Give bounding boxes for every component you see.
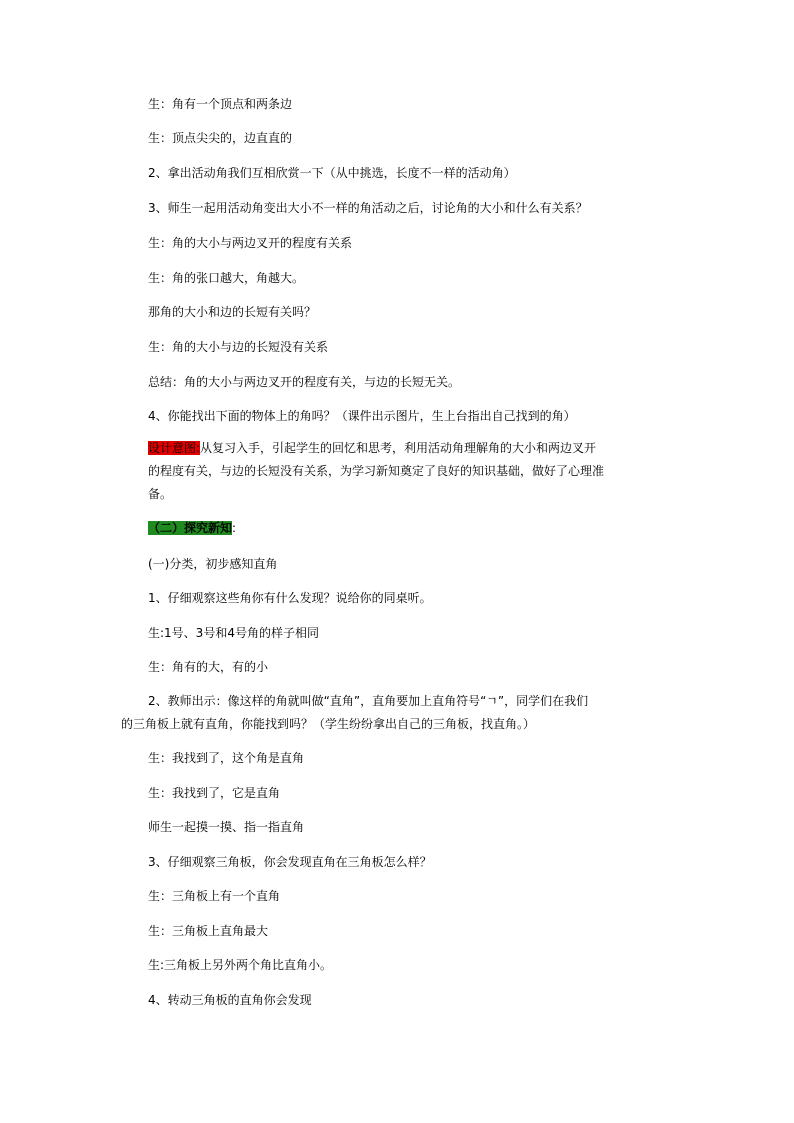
design-intent-text: 从复习入手，引起学生的回忆和思考，利用活动角理解角的大小和两边叉开 <box>200 441 597 455</box>
step-line: 4、转动三角板的直角你会发现 <box>148 993 312 1007</box>
student-answer-line: 生：角的大小与两边叉开的程度有关系 <box>148 236 353 250</box>
question-line: 那角的大小和边的长短有关吗？ <box>148 305 317 319</box>
step-line: 1、仔细观察这些角你有什么发现？说给你的同桌听。 <box>148 591 432 605</box>
student-answer-line: 生：角的大小与边的长短没有关系 <box>148 340 329 354</box>
student-answer-line: 生：我找到了，这个角是直角 <box>148 751 305 765</box>
student-answer-line: 生：角有的大，有的小 <box>148 660 269 674</box>
design-intent-label: 设计意图: <box>148 441 201 455</box>
student-answer-line: 生：角有一个顶点和两条边 <box>148 97 293 111</box>
section-heading-suffix: : <box>232 521 237 535</box>
activity-line: 师生一起摸一摸、指一指直角 <box>148 820 305 834</box>
design-intent-text: 备。 <box>148 487 173 501</box>
section-heading-label: （二）探究新知 <box>148 521 233 535</box>
student-answer-line: 生:三角板上另外两个角比直角小。 <box>148 958 333 972</box>
step-line: 3、仔细观察三角板，你会发现直角在三角板怎么样？ <box>148 855 432 869</box>
section-heading <box>148 520 236 536</box>
student-answer-line: 生：角的张口越大，角越大。 <box>148 271 305 285</box>
student-answer-line: 生:1号、3号和4号角的样子相同 <box>148 626 319 640</box>
student-answer-line: 生：三角板上有一个直角 <box>148 889 281 903</box>
subsection-heading: (一)分类，初步感知直角 <box>148 557 278 571</box>
summary-line: 总结：角的大小与两边叉开的程度有关，与边的长短无关。 <box>148 375 461 389</box>
step-line: 4、你能找出下面的物体上的角吗？（课件出示图片，生上台指出自己找到的角） <box>148 409 576 423</box>
step-line: 3、师生一起用活动角变出大小不一样的角活动之后，讨论角的大小和什么有关系？ <box>148 201 588 215</box>
design-intent-text: 的程度有关，与边的长短没有关系，为学习新知奠定了良好的知识基础，做好了心理准 <box>148 464 605 478</box>
student-answer-line: 生：顶点尖尖的，边直直的 <box>148 131 293 145</box>
student-answer-line: 生：三角板上直角最大 <box>148 924 269 938</box>
student-answer-line: 生：我找到了，它是直角 <box>148 786 281 800</box>
teacher-show-text: 的三角板上就有直角，你能找到吗？（学生纷纷拿出自己的三角板，找直角。） <box>121 717 536 731</box>
step-line: 2、拿出活动角我们互相欣赏一下（从中挑选，长度不一样的活动角） <box>148 166 516 180</box>
teacher-show-text: 2、教师出示：像这样的角就叫做“直角”，直角要加上直角符号“ㄱ”，同学们在我们 <box>148 694 589 708</box>
